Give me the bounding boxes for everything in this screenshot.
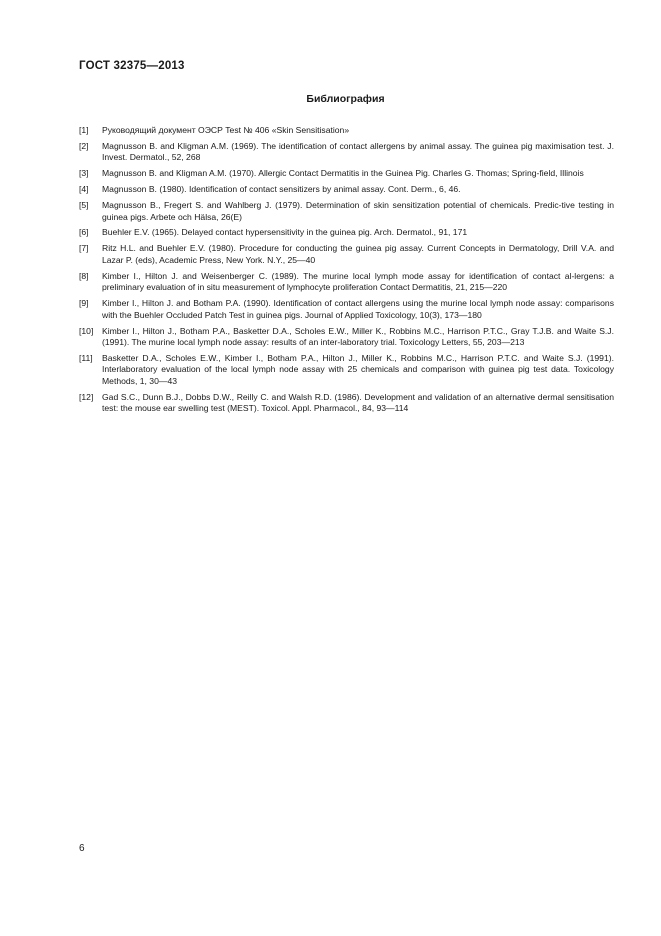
bibliography-entry-number: [5] xyxy=(79,200,89,211)
bibliography-entry-text: Ritz H.L. and Buehler E.V. (1980). Procedure for conducting the guinea pig assay. Current Concepts in Dermatology, Drill V.A. and Lazar P. (eds), Academic Press, New York. N.Y., 25—40 xyxy=(102,243,614,265)
bibliography-entry-number: [12] xyxy=(79,391,94,402)
page-number: 6 xyxy=(79,843,85,854)
bibliography-entry xyxy=(79,200,614,223)
bibliography-list xyxy=(79,125,614,419)
bibliography-entry-number: [6] xyxy=(79,227,89,238)
bibliography-entry xyxy=(79,353,614,388)
bibliography-entry-number: [7] xyxy=(79,243,89,254)
bibliography-entry-text: Magnusson B. and Kligman A.M. (1970). Allergic Contact Dermatitis in the Guinea Pig. Charles G. Thomas; Spring-field, Illinois xyxy=(102,168,584,179)
bibliography-entry-number: [8] xyxy=(79,270,89,281)
bibliography-entry-text: Kimber I., Hilton J. and Botham P.A. (1990). Identification of contact allergens using the murine local lymph node assay: comparisons with the Buehler Occluded Patch Test in guinea pigs. Journal of Applied Toxicology, 10(3), 173—180 xyxy=(102,298,614,320)
bibliography-entry-number: [3] xyxy=(79,168,89,179)
bibliography-entry xyxy=(79,227,614,239)
bibliography-entry-text: Magnusson B. (1980). Identification of contact sensitizers by animal assay. Cont. Derm., 6, 46. xyxy=(102,184,461,195)
bibliography-entry-text: Kimber I., Hilton J. and Weisenberger C. (1989). The murine local lymph mode assay for identification of contact al-lergens: a preliminary evaluation of in situ measurement of lymphocyte proliferation Contact Dermatitis, 21, 215—220 xyxy=(102,270,614,293)
bibliography-entry xyxy=(79,125,614,137)
bibliography-entry xyxy=(79,141,614,164)
bibliography-entry-text: Kimber I., Hilton J., Botham P.A., Basketter D.A., Scholes E.W., Miller K., Robbins M.C., Harrison P.T.C., Gray T.J.B. and Waite S.J. (1991). The murine local lymph node assay: results of an inter-laboratory trial. Toxicology Letters, 55, 203—213 xyxy=(102,325,614,348)
bibliography-entry-text: Magnusson B. and Kligman A.M. (1969). The identification of contact allergens by animal assay. The guinea pig maximisation test. J. Invest. Dermatol., 52, 268 xyxy=(102,140,614,163)
bibliography-entry-number: [4] xyxy=(79,184,89,195)
bibliography-entry-number: [10] xyxy=(79,325,94,336)
bibliography-entry xyxy=(79,184,614,196)
bibliography-heading: Библиография xyxy=(306,93,385,105)
bibliography-entry-number: [11] xyxy=(79,352,93,363)
bibliography-entry xyxy=(79,271,614,294)
bibliography-entry-number: [1] xyxy=(79,125,89,135)
bibliography-entry xyxy=(79,392,614,415)
standard-title: ГОСТ 32375—2013 xyxy=(79,60,185,72)
bibliography-entry-text: Magnusson B., Fregert S. and Wahlberg J. (1979). Determination of skin sensitization potential of chemicals. Predic-tive testing in guinea pigs. Arbete och Hälsa, 26(E) xyxy=(102,200,614,222)
bibliography-entry xyxy=(79,298,614,321)
bibliography-entry xyxy=(79,243,614,266)
bibliography-entry-number: [9] xyxy=(79,298,89,309)
bibliography-entry-text: Gad S.C., Dunn B.J., Dobbs D.W., Reilly C. and Walsh R.D. (1986). Development and validation of an alternative dermal sensitisation test: the mouse ear swelling test (MEST). Toxicol. Appl. Pharmacol., 84, 93—114 xyxy=(102,391,614,414)
bibliography-entry xyxy=(79,326,614,349)
bibliography-entry-text: Basketter D.A., Scholes E.W., Kimber I., Botham P.A., Hilton J., Miller K., Robbins M.C., Harrison P.T.C. and Waite S.J. (1991). Interlaboratory evaluation of the local lymph node assay with 25 chemicals and comparison with guinea pig test data. Toxicology Methods, 1, 30—43 xyxy=(102,352,614,386)
bibliography-entry-text: Buehler E.V. (1965). Delayed contact hypersensitivity in the guinea pig. Arch. Dermatol., 91, 171 xyxy=(102,227,468,238)
bibliography-entry-text: Руководящий документ ОЭСР Test № 406 «Skin Sensitisation» xyxy=(102,125,350,135)
bibliography-entry-number: [2] xyxy=(79,140,89,151)
bibliography-entry xyxy=(79,168,614,180)
